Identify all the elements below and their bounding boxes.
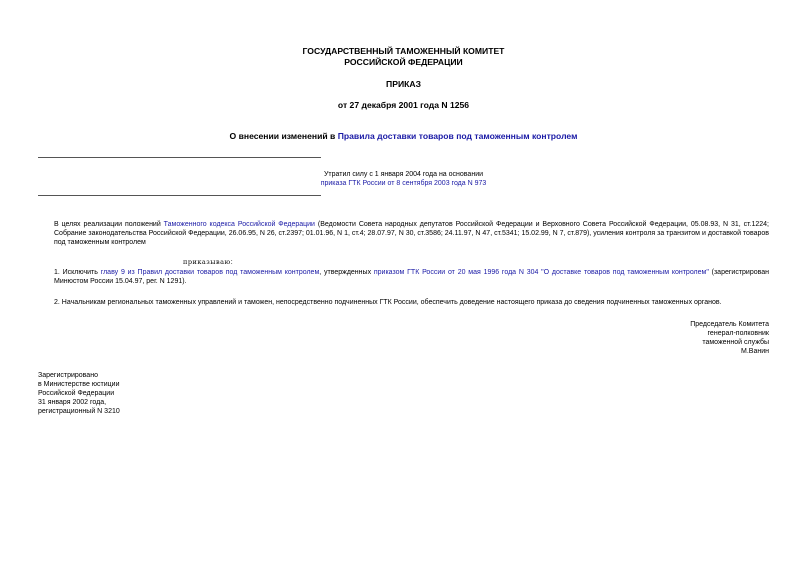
item1-text-1: 1. Исключить	[54, 269, 101, 276]
preamble-text-1: В целях реализации положений	[54, 221, 164, 228]
registration-block	[38, 371, 120, 416]
order-304-link[interactable]: приказом ГТК России от 20 мая 1996 года N 304 "О доставке товаров под таможенным контролем"	[373, 269, 709, 276]
order-word-text: приказываю	[183, 258, 231, 266]
divider-bottom	[38, 195, 321, 196]
preamble-text-2: (Ведомости Совета народных депутатов Российской Федерации и Верховного Совета Российской Федерации, 05.08.93, N 31, ст.1224; Собрание законодательства Российской Федерации, 26.06.95, N 26, ст.2397; 01.01.96, N 1, ст.4; 28.07.97, N 30, ст.3586; 24.11.97, N 47, ст.5341; 15.02.99, N 7, ст.879), усиления контроля за транзитом и доставкой товаров под таможенным контролем	[54, 221, 770, 246]
repeal-order-link[interactable]: приказа ГТК России от 8 сентября 2003 года N 973	[320, 180, 487, 187]
doc-title	[0, 131, 807, 142]
agency-name	[0, 46, 807, 68]
status-note	[270, 170, 537, 188]
signer-name: М.Ванин	[741, 348, 769, 355]
registration-line-5: регистрационный N 3210	[38, 408, 120, 415]
order-word	[183, 258, 233, 267]
item-1-paragraph	[38, 268, 769, 286]
order-colon: :	[230, 259, 233, 266]
agency-line-2: РОССИЙСКОЙ ФЕДЕРАЦИИ	[344, 57, 463, 67]
divider-top	[38, 157, 321, 158]
registration-line-4: 31 января 2002 года,	[38, 399, 107, 406]
signer-position: Председатель Комитета	[690, 321, 769, 328]
signer-service: таможенной службы	[702, 339, 769, 346]
preamble-paragraph	[38, 220, 769, 247]
customs-code-link[interactable]: Таможенного кодекса Российской Федерации	[163, 221, 315, 228]
agency-line-1: ГОСУДАРСТВЕННЫЙ ТАМОЖЕННЫЙ КОМИТЕТ	[302, 46, 505, 56]
chapter-9-link[interactable]: главу 9 из Правил доставки товаров под таможенным контролем	[100, 269, 320, 276]
doc-date-number: от 27 декабря 2001 года N 1256	[337, 100, 470, 110]
doc-title-prefix: О внесении изменений в	[229, 131, 338, 141]
doc-type: ПРИКАЗ	[386, 79, 421, 89]
registration-line-2: в Министерстве юстиции	[38, 381, 120, 388]
item1-text-2: , утвержденных	[319, 269, 374, 276]
signature-block	[690, 320, 769, 356]
item-2-paragraph: 2. Начальникам региональных таможенных управлений и таможен, непосредственно подчиненных ГТК России, обеспечить доведение настоящего приказа до сведения подчиненных таможенных органов.	[54, 299, 722, 306]
registration-line-1: Зарегистрировано	[38, 372, 98, 379]
rules-link[interactable]: Правила доставки товаров под таможенным контролем	[337, 131, 578, 141]
item1-text-3: (зарегистрирован Минюстом России 15.04.97, рег. N 1291).	[54, 269, 770, 285]
signer-rank: генерал-полковник	[707, 330, 769, 337]
status-text: Утратил силу с 1 января 2004 года на основании	[323, 171, 484, 178]
registration-line-3: Российской Федерации	[38, 390, 115, 397]
